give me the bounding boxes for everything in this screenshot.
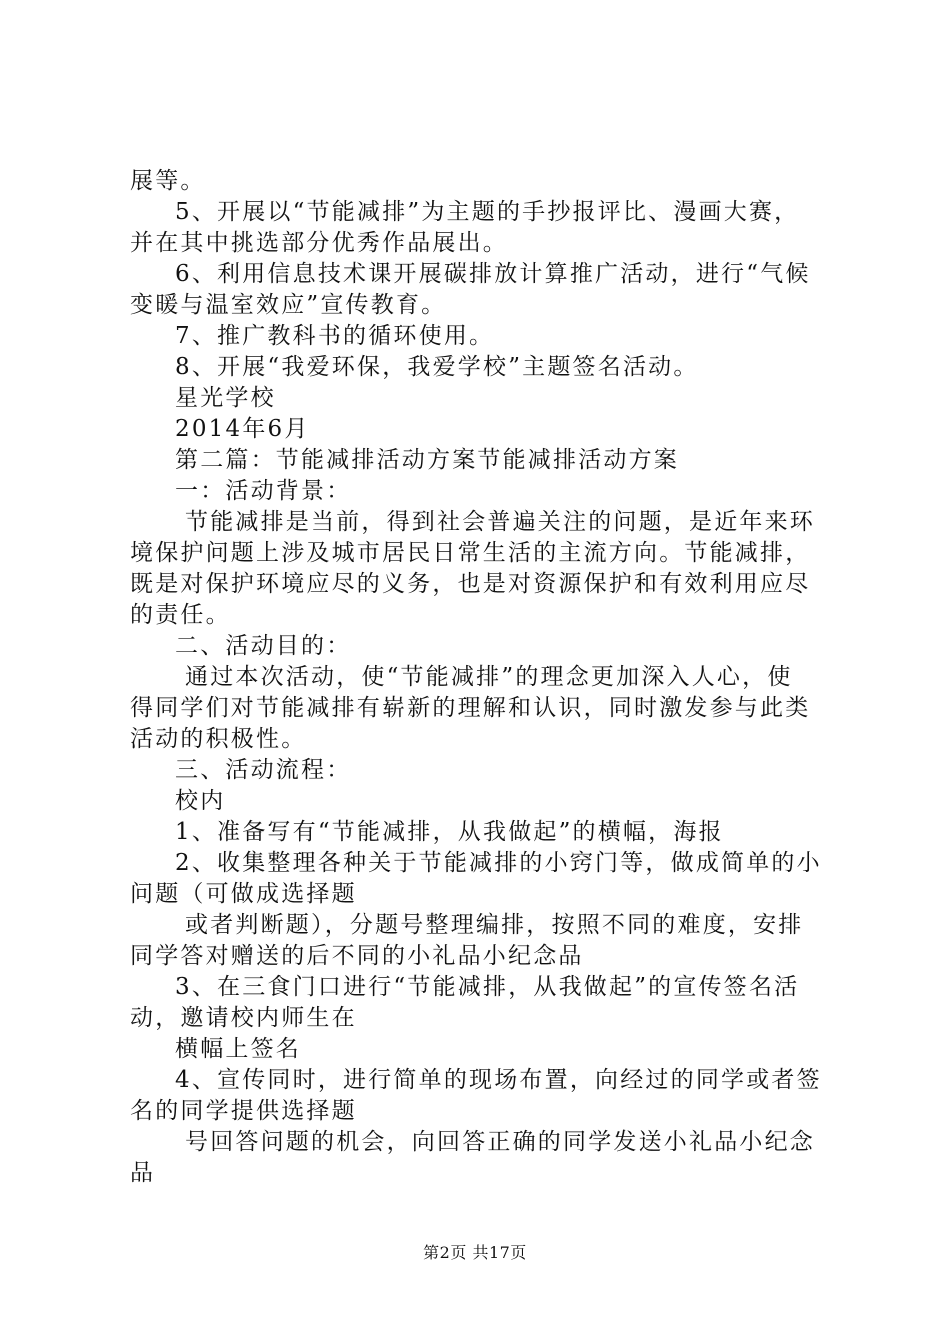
text-line: 境保护问题上涉及城市居民日常生活的主流方向。节能减排，: [130, 540, 811, 566]
text-line: 并在其中挑选部分优秀作品展出。: [130, 230, 508, 256]
text-line: 展等。: [130, 168, 206, 194]
signature-date: 2014年6月: [175, 416, 310, 442]
text-line: 2、收集整理各种关于节能减排的小窍门等，做成简单的小: [175, 850, 822, 876]
text-line: 7、推广教科书的循环使用。: [175, 323, 495, 349]
section-heading: 三、活动流程：: [175, 757, 352, 783]
text-line: 活动的积极性。: [130, 726, 307, 752]
subsection-label: 校内: [175, 788, 226, 814]
text-line: 问题（可做成选择题: [130, 881, 357, 907]
text-line: 既是对保护环境应尽的义务，也是对资源保护和有效利用应尽: [130, 571, 811, 597]
text-line: 品: [130, 1160, 156, 1186]
text-line: 4、宣传同时，进行简单的现场布置，向经过的同学或者签: [175, 1067, 822, 1093]
text-line: 通过本次活动，使“节能减排”的理念更加深入人心，使: [185, 664, 793, 690]
text-line: 的责任。: [130, 602, 231, 628]
text-line: 6、利用信息技术课开展碳排放计算推广活动，进行“气候: [175, 261, 811, 287]
text-line: 同学答对赠送的后不同的小礼品小纪念品: [130, 943, 584, 969]
text-line: 节能减排是当前，得到社会普遍关注的问题，是近年来环: [185, 509, 815, 535]
signature-school: 星光学校: [175, 385, 276, 411]
page-number-footer: 第2页 共17页: [423, 1243, 527, 1262]
text-line: 3、在三食门口进行“节能减排，从我做起”的宣传签名活: [175, 974, 800, 1000]
section-title: 第二篇：节能减排活动方案节能减排活动方案: [175, 447, 679, 473]
text-line: 8、开展“我爱环保，我爱学校”主题签名活动。: [175, 354, 699, 380]
text-line: 名的同学提供选择题: [130, 1098, 357, 1124]
text-line: 变暖与温室效应”宣传教育。: [130, 292, 447, 318]
text-line: 5、开展以“节能减排”为主题的手抄报评比、漫画大赛，: [175, 199, 800, 225]
text-line: 横幅上签名: [175, 1036, 301, 1062]
section-heading: 一：活动背景：: [175, 478, 352, 504]
text-line: 号回答问题的机会，向回答正确的同学发送小礼品小纪念: [185, 1129, 815, 1155]
text-line: 1、准备写有“节能减排，从我做起”的横幅，海报: [175, 819, 724, 845]
text-line: 或者判断题），分题号整理编排，按照不同的难度，安排: [185, 912, 804, 938]
document-body: [130, 166, 830, 1189]
text-line: 得同学们对节能减排有崭新的理解和认识，同时激发参与此类: [130, 695, 811, 721]
text-line: 动，邀请校内师生在: [130, 1005, 357, 1031]
section-heading: 二、活动目的：: [175, 633, 352, 659]
